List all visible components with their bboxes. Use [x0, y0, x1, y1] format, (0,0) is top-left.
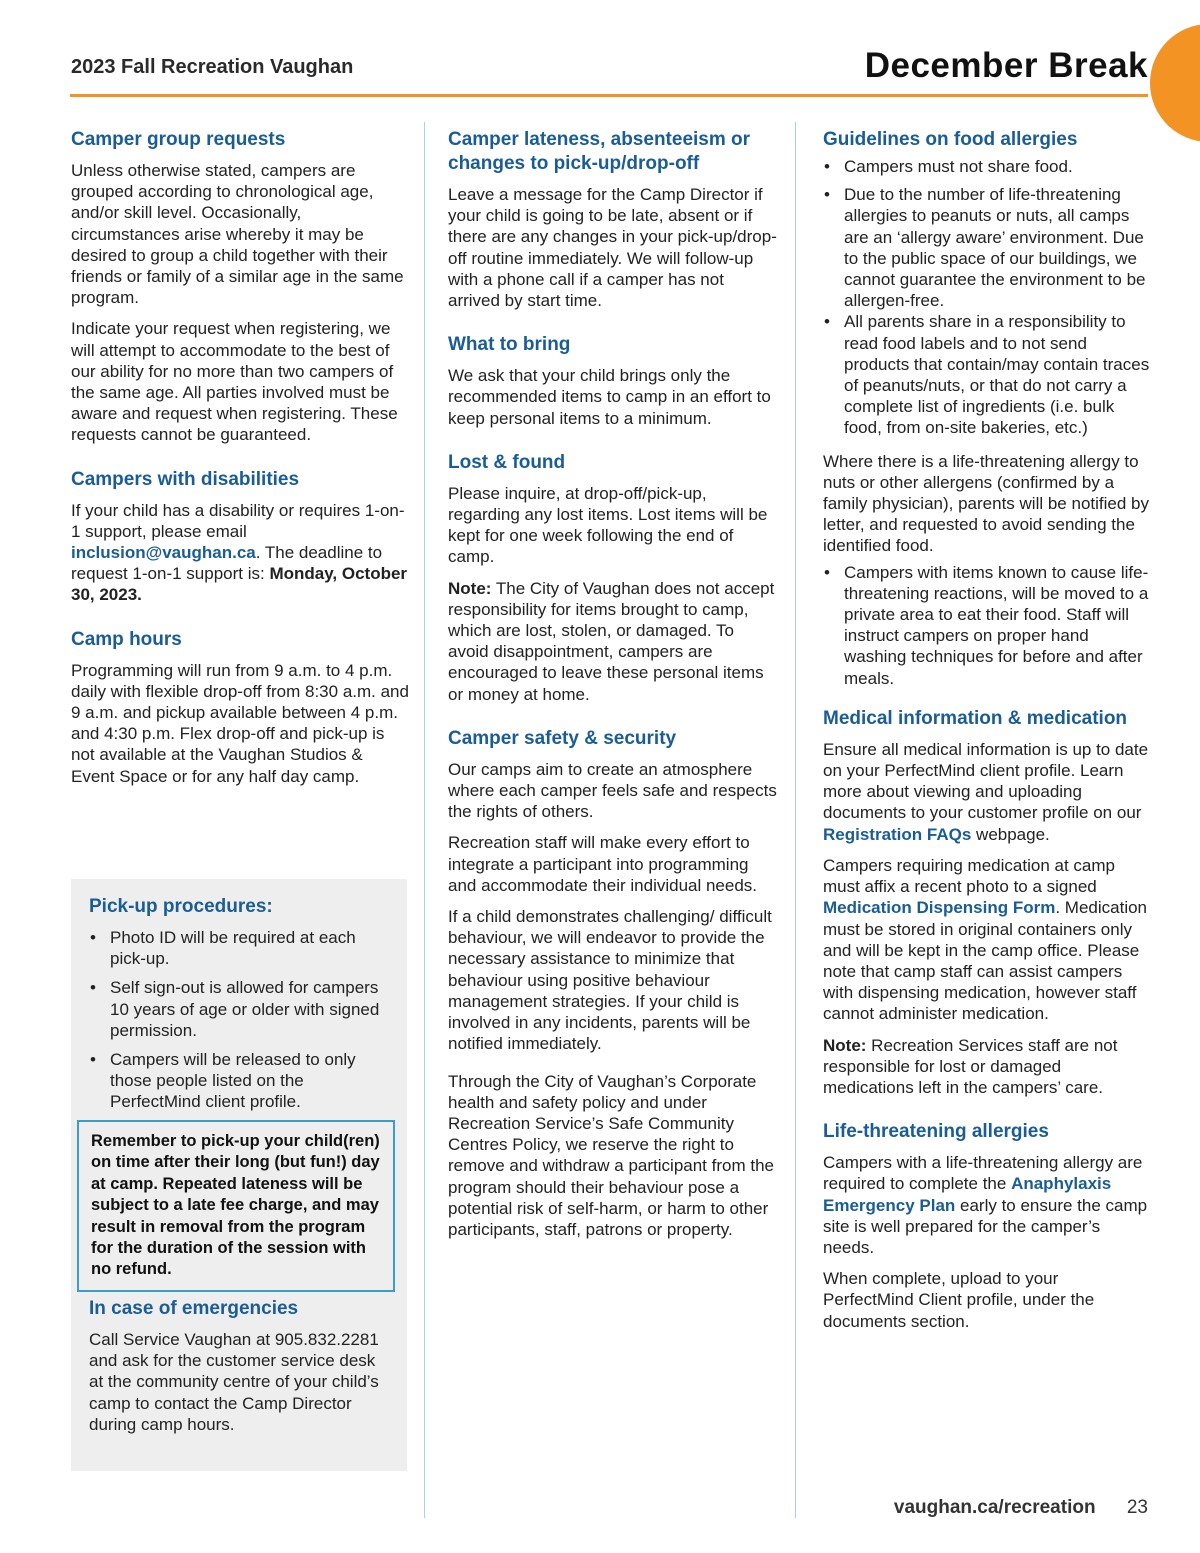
text: Campers requiring medication at camp must affix a recent photo to a signed: [823, 855, 1115, 897]
list-item: • Campers will be released to only those people listed on the PerfectMind client profile.: [89, 1049, 389, 1113]
paragraph: Programming will run from 9 a.m. to 4 p.m. daily with flexible drop-off from 8:30 a.m. and 9 a.m. and pickup available between 4 p.m. and 4:30 p.m. Flex drop-off and pick-up is not available at the Vaughan Studios & Event Space or for any half day camp.: [71, 660, 409, 786]
list-item: • Photo ID will be required at each pick-up.: [89, 927, 389, 969]
medication-form-link[interactable]: Medication Dispensing Form: [823, 898, 1056, 918]
deadline-date: Monday, October 30, 2023.: [71, 564, 408, 605]
page-number: 23: [1126, 1497, 1148, 1518]
camp-hours-section: [71, 628, 409, 787]
text: If your child has a disability or requires 1-on-1 support, please email: [71, 500, 405, 541]
section-heading: Camp hours: [71, 628, 182, 650]
paragraph: [823, 1152, 1153, 1258]
text: The City of Vaughan does not accept responsibility for items brought to camp, which are lost, stolen, or damaged. To avoid disappointment, campers are encouraged to leave these personal items or money at home.: [448, 578, 775, 704]
list-item: • Due to the number of life-threatening allergies to peanuts or nuts, all camps are an ‘allergy aware’ environment. Due to the public space of our buildings, we cannot guarantee the environment to be allergen-free.: [823, 184, 1153, 311]
paragraph: If a child demonstrates challenging/ difficult behaviour, we will endeavor to provide the necessary assistance to minimize that behaviour using positive behaviour management strategies. If your child is involved in any incidents, parents will be notified immediately.: [448, 907, 772, 1054]
paragraph: When complete, upload to your PerfectMind Client profile, under the documents section.: [823, 1269, 1095, 1331]
column-3: [823, 128, 1153, 1354]
paragraph: Call Service Vaughan at 905.832.2281 and ask for the customer service desk at the community centre of your child’s camp to contact the Camp Director during camp hours.: [89, 1330, 379, 1434]
late-pickup-callout: Remember to pick-up your child(ren) on time after their long (but fun!) day at camp. Repeated lateness will be subject to a late fee charge, and may result in removal from the program for the duration of the session with no refund.: [77, 1120, 395, 1292]
section-heading: In case of emergencies: [89, 1298, 299, 1319]
paragraph: Our camps aim to create an atmosphere where each camper feels safe and respects the rights of others.: [448, 759, 777, 822]
paragraph: [823, 1035, 1153, 1099]
pickup-list: [89, 927, 389, 1113]
paragraph: [823, 855, 1153, 1025]
column-divider: [795, 122, 796, 1518]
text: Ensure all medical information is up to date on your PerfectMind client profile. Learn more about viewing and uploading documents to your customer profile on our: [823, 739, 1149, 823]
camper-group-requests-section: [71, 128, 409, 446]
footer: [894, 1497, 1148, 1519]
registration-faqs-link[interactable]: Registration FAQs: [823, 824, 972, 844]
column-divider: [424, 122, 425, 1518]
paragraph: Please inquire, at drop-off/pick-up, regarding any lost items. Lost items will be kept for one week following the end of camp.: [448, 483, 768, 567]
text: . The deadline to request 1-on-1 support is:: [71, 543, 383, 584]
food-allergy-list-2: [823, 562, 1153, 689]
paragraph: Leave a message for the Camp Director if your child is going to be late, absent or if there are any changes in your pick-up/drop-off routine immediately. We will follow-up with a phone call if a camper has not arrived by start time.: [448, 185, 777, 311]
footer-url-link[interactable]: vaughan.ca/recreation: [893, 1497, 1096, 1518]
safety-section: [448, 727, 778, 1240]
life-threatening-section: [823, 1120, 1153, 1332]
section-title: December Break: [864, 46, 1148, 85]
text: webpage.: [971, 824, 1050, 844]
section-heading: Camper safety & security: [448, 727, 677, 749]
paragraph: Indicate your request when registering, we will attempt to accommodate to the best of our ability for no more than two campers of the same age. All parties involved must be aware and request when registering. These requests cannot be guaranteed.: [71, 319, 398, 445]
what-to-bring-section: [448, 333, 778, 429]
section-heading: Campers with disabilities: [71, 468, 300, 490]
column-2: [448, 128, 778, 1262]
food-allergy-list: [823, 156, 1153, 439]
section-heading: Camper group requests: [71, 129, 286, 150]
note-label: Note:: [448, 578, 492, 598]
text: Campers with a life-threatening allergy are required to complete the: [823, 1153, 1143, 1194]
section-heading: Pick-up procedures:: [89, 896, 273, 917]
list-item: • Campers with items known to cause life-threatening reactions, will be moved to a private area to eat their food. Staff will instruct campers on proper hand washing techniques for before and after meals.: [823, 562, 1153, 689]
section-heading: Lost & found: [448, 451, 566, 473]
paragraph: Where there is a life-threatening allergy to nuts or other allergens (confirmed by a family physician), parents will be notified by letter, and requested to avoid sending the identified food.: [823, 451, 1149, 556]
medical-section: [823, 707, 1153, 1098]
paragraph: [823, 739, 1153, 845]
emergencies-section: [89, 1297, 389, 1445]
text: . Medication must be stored in original containers only and will be kept in the camp office. Please note that camp staff can assist campers with dispensing medication, however staff cannot administer medication.: [823, 898, 1148, 1024]
section-heading: What to bring: [448, 334, 571, 356]
note-label: Note:: [823, 1035, 867, 1055]
list-item: • Campers must not share food.: [823, 156, 1153, 177]
food-allergies-section: [823, 128, 1153, 689]
orange-tab-decoration: [1150, 24, 1200, 142]
column-1: [71, 128, 409, 809]
inclusion-email-link[interactable]: inclusion@vaughan.ca: [71, 543, 256, 563]
campers-disabilities-section: [71, 468, 409, 606]
paragraph: [71, 500, 409, 606]
lost-found-section: [448, 451, 778, 705]
list-item: • All parents share in a responsibility to read food labels and to not send products that contain/may contain traces of peanuts/nuts, or that do not carry a complete list of ingredients (i.e. bulk food, from on-site bakeries, etc.): [823, 311, 1153, 438]
paragraph: [448, 578, 778, 705]
paragraph: Recreation staff will make every effort to integrate a participant into programming and accommodate their individual needs.: [448, 833, 758, 895]
paragraph: Unless otherwise stated, campers are grouped according to chronological age, and/or skill level. Occasionally, circumstances arise whereby it may be desired to group a child together with their friends or family of a similar age in the same program.: [71, 161, 404, 308]
paragraph: Through the City of Vaughan’s Corporate health and safety policy and under Recreation Service’s Safe Community Centres Policy, we reserve the right to remove and withdraw a participant from the program should their behaviour pose a potential risk of self-harm, or harm to other participants, staff, patrons or property.: [448, 1071, 774, 1239]
section-heading: Medical information & medication: [823, 707, 1128, 729]
text: early to ensure the camp site is well prepared for the camper’s needs.: [823, 1195, 1148, 1257]
list-item: • Self sign-out is allowed for campers 10 years of age or older with signed permission.: [89, 977, 389, 1041]
header-rule: [70, 94, 1148, 97]
section-heading: Guidelines on food allergies: [823, 129, 1078, 150]
section-heading: Life-threatening allergies: [823, 1121, 1049, 1143]
paragraph: We ask that your child brings only the recommended items to camp in an effort to keep personal items to a minimum.: [448, 366, 771, 428]
anaphylaxis-plan-link[interactable]: Anaphylaxis Emergency Plan: [823, 1174, 1112, 1215]
lateness-section: [448, 128, 778, 311]
section-heading: Camper lateness, absenteeism or changes to pick-up/drop-off: [448, 129, 751, 174]
publication-title: 2023 Fall Recreation Vaughan: [71, 56, 354, 78]
text: Recreation Services staff are not responsible for lost or damaged medications left in the campers’ care.: [823, 1035, 1118, 1097]
